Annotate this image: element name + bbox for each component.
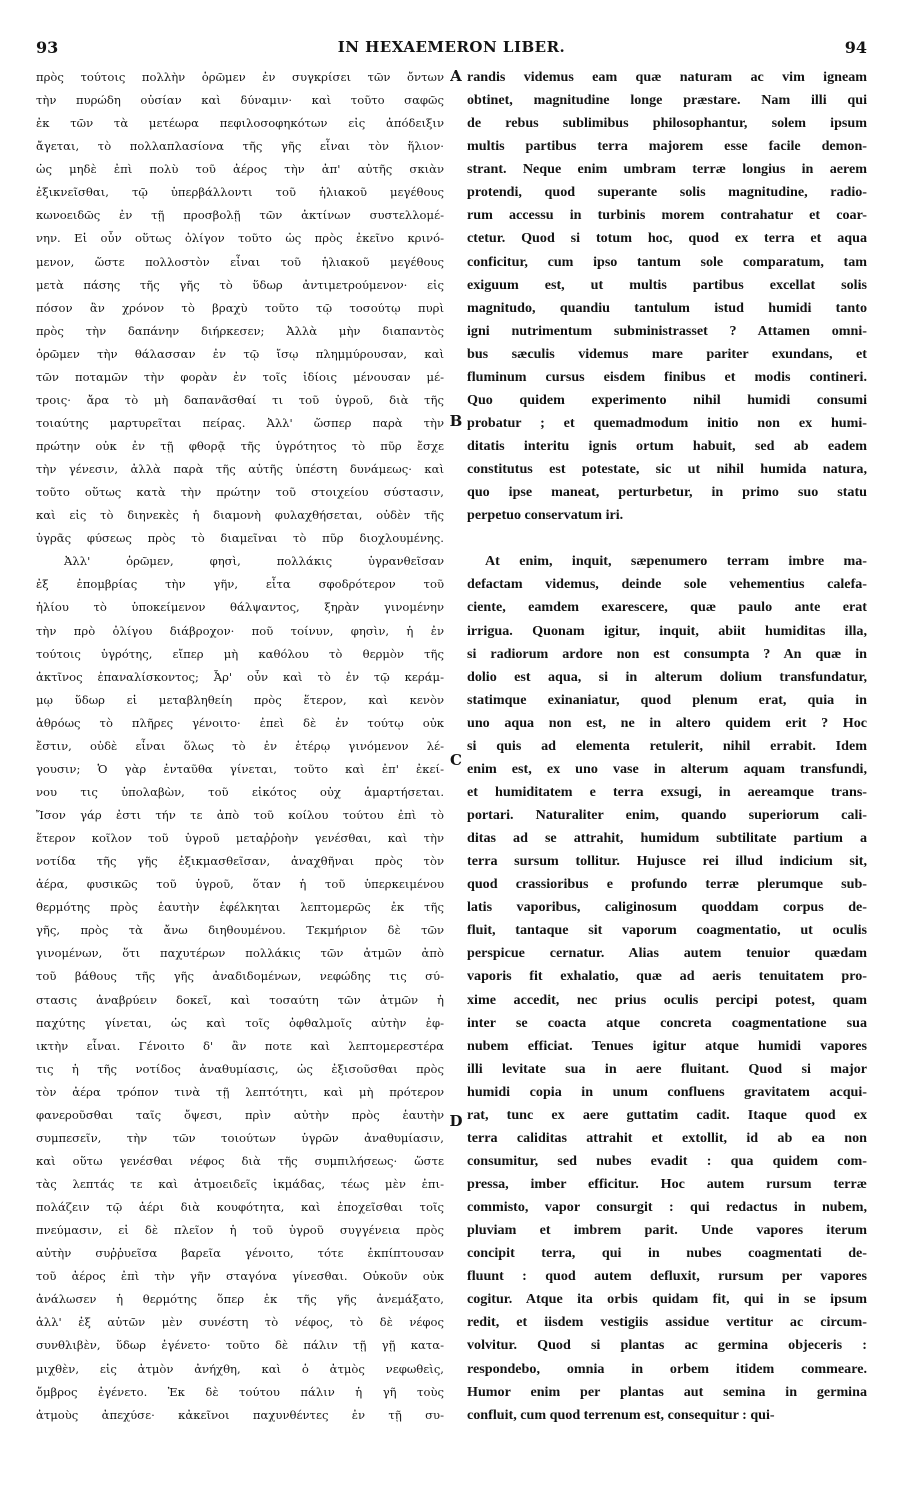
latin-line: et humiditatem e terra exsugi, in aereamque trans-: [467, 783, 867, 800]
greek-line: πολάζειν τῷ ἀέρι διὰ κουφότητα, καὶ ἐποχεῖσθαι τοῖς: [36, 1200, 444, 1215]
right-page-number: 94: [844, 38, 867, 57]
latin-line: quod crassioribus e profundo terræ plerumque sub-: [467, 876, 867, 893]
greek-line: ικτὴν εἶναι. Γένοιτο δ' ἂν ποτε καὶ λεπτομερεστέρα: [36, 1038, 444, 1053]
greek-line: πρώτην οὐκ ἐν τῇ φθορᾷ τῆς ὑγρότητος τὸ πῦρ ἔσχε: [36, 439, 444, 453]
running-header: [36, 38, 867, 62]
greek-line: τοῦ βάθους τῆς γῆς ἀναδιδομένων, νεφώδης τις σύ-: [36, 969, 444, 984]
latin-line: perspicue cernatur. Alias autem tenuior quædam: [467, 945, 867, 962]
greek-line: πρὸς τὴν δαπάνην διήρκεσεν; Ἀλλὰ μὴν διαπαντὸς: [36, 323, 444, 338]
greek-line: θερμότης πρὸς ἑαυτὴν ἐφέλκηται λεπτομερῶς ἐκ τῆς: [36, 900, 444, 915]
latin-line: ciente, eamdem exarescere, quæ paulo ante erat: [467, 599, 867, 616]
latin-line: si quis ad elementa retulerit, nihil errabit. Idem: [467, 737, 867, 754]
greek-line: μετὰ πάσης τῆς γῆς τὸ ὕδωρ ἀντιμετρούμενον· εἰς: [36, 277, 444, 292]
margin-letter-a: A: [450, 67, 462, 85]
greek-line: στασις ἀναβρύειν δοκεῖ, καὶ τοσαύτη τῶν ἀτμῶν ἡ: [36, 992, 444, 1007]
latin-line: enim est, ex uno vase in alterum aquam transfundi,: [467, 760, 867, 777]
left-page-number: 93: [36, 38, 59, 57]
latin-line: cogitur. Atque ita orbis quidam fit, qui in se ipsum: [467, 1291, 867, 1308]
latin-line: si radiorum ardore non est consumpta ? An quæ in: [467, 645, 867, 662]
greek-line: μιχθὲν, εἰς ἀτμὸν ἀνήχθη, καὶ ὁ ἀτμὸς νεφωθεὶς,: [36, 1361, 444, 1376]
greek-line: ἄγεται, τὸ πολλαπλασίονα τῆς γῆς εἶναι τὸν ἥλιον·: [36, 139, 444, 154]
latin-line: fluunt : quod autem defluxit, rursum per vapores: [467, 1268, 867, 1285]
latin-line: uno aqua non est, ne in altero quidem erit ? Hoc: [467, 714, 867, 731]
latin-line: ditas ad se attrahit, humidum subtilitate partium a: [467, 830, 867, 847]
latin-line: bus sæculis videmus mare pariter exundans, et: [467, 345, 867, 362]
running-title: IN HEXAEMERON LIBER.: [337, 38, 566, 56]
greek-line: πρὸς τούτοις πολλὴν ὁρῶμεν ἐν συγκρίσει τῶν ὄντων: [36, 70, 444, 84]
latin-column: [467, 66, 867, 1427]
greek-line: νην. Εἰ οὖν οὕτως ὀλίγον τοῦτο ὡς πρὸς ἐκεῖνο κρινό-: [36, 231, 444, 246]
paragraph-gap: [467, 527, 867, 550]
greek-line: τὴν πυρώδη οὐσίαν καὶ δύναμιν· καὶ τοῦτο σαφῶς: [36, 93, 444, 108]
latin-line: respondebo, omnia in orbem itidem commeare.: [467, 1360, 867, 1377]
greek-line: τῶν ποταμῶν τὴν φορὰν ἐν τοῖς ἰδίοις μένουσαν μέ-: [36, 369, 444, 384]
greek-line: τις ἡ τῆς νοτίδος ἀναθυμίασις, ὡς ἐξισοῦσθαι πρὸς: [36, 1061, 444, 1076]
greek-column: [36, 66, 444, 1427]
greek-line: ἀέρα, φυσικῶς τοῦ ὑγροῦ, ὅταν ἡ τοῦ ὑπερκειμένου: [36, 877, 444, 892]
latin-line: constitutus est potestate, sic ut nihil humida natura,: [467, 461, 867, 478]
greek-line: ἀτμοὺς ἀπεχύσε· κἀκεῖνοι παχυνθέντες ἐν τῇ συ-: [36, 1407, 444, 1422]
latin-line: ditatis interitu ignis ortum habuit, sed ab eadem: [467, 438, 867, 454]
greek-line: ἐξ ἐπομβρίας τὴν γῆν, εἶτα σφοδρότερον τοῦ: [36, 577, 444, 592]
latin-line: ctetur. Quod si totum hoc, quod ex terra et aqua: [467, 230, 867, 247]
greek-line: καὶ εἰς τὸ διηνεκὲς ἡ διαμονὴ φυλαχθήσεται, οὐδὲν τῆς: [36, 508, 444, 523]
latin-line: rum accessu in turbinis morem contrahatur et coar-: [467, 207, 867, 224]
latin-line: consumitur, sed nubes evadit : qua quidem com-: [467, 1152, 867, 1169]
greek-line: ἔστιν, οὐδὲ εἶναι ὅλως τὸ ἐν ἑτέρῳ γινόμενον λέ-: [36, 738, 444, 753]
latin-line: fluit, tantaque sit vaporum coagmentatio, ut oculis: [467, 922, 867, 939]
greek-line: Ἴσον γάρ ἐστι τήν τε ἀπὸ τοῦ κοίλου τούτου ἐπὶ τὸ: [36, 808, 444, 822]
greek-line: νου τις ὑπολαβὼν, τοῦ εἰκότος οὐχ ἁμαρτήσεται.: [36, 784, 444, 799]
greek-line: γουσιν; Ὁ γὰρ ἐνταῦθα γίνεται, τοῦτο καὶ ἐπ' ἐκεί-: [36, 761, 444, 776]
greek-line: συμπεσεῖν, τὴν τῶν τοιούτων ὑγρῶν ἀναθυμίασιν,: [36, 1130, 444, 1145]
latin-line: de rebus sublimibus philosophantur, solem ipsum: [467, 115, 867, 132]
latin-line: humidi copia in unum confluens gravitatem acqui-: [467, 1083, 867, 1100]
latin-line: fluminum cursus eisdem finibus et modis contineri.: [467, 368, 867, 385]
latin-line: volvitur. Quod si plantas ac germina objeceris :: [467, 1337, 867, 1354]
greek-line: ἀκτῖνος ἐπαναλίσκοντος; Ἆρ' οὖν καὶ τὸ ἐν τῷ κεράμ-: [36, 669, 444, 684]
greek-line: γῆς, πρὸς τὰ ἄνω διηθουμένου. Τεκμήριον δὲ τῶν: [36, 923, 444, 938]
latin-line: portari. Naturaliter enim, quando superiorum cali-: [467, 807, 867, 823]
greek-line: πόσον ἂν χρόνον τὸ βραχὺ τοῦτο τῷ τοσούτῳ πυρὶ: [36, 300, 444, 315]
greek-line: τούτοις ὑγρότης, εἴπερ μὴ καθόλου τὸ θερμὸν τῆς: [36, 646, 444, 661]
greek-line: πνεύμασιν, εἰ δὲ πλεῖον ἡ τοῦ ὑγροῦ συγγένεια πρὸς: [36, 1223, 444, 1238]
latin-line: rat, tunc ex aere guttatim cadit. Itaque quod ex: [467, 1106, 867, 1123]
greek-line: τοῦ ἀέρος ἐπὶ τὴν γῆν σταγόνα γίνεσθαι. Οὐκοῦν οὐκ: [36, 1269, 444, 1284]
latin-line: Humor enim per plantas aut semina in germina: [467, 1383, 867, 1400]
greek-line: τροις· ἄρα τὸ μὴ δαπανᾶσθαί τι τοῦ ὑγροῦ, διὰ τῆς: [36, 392, 444, 407]
latin-line: magnitudo, quandiu tantulum istud humidi tanto: [467, 299, 867, 316]
latin-line: confluit, cum quod terrenum est, consequitur : qui-: [467, 1406, 775, 1423]
greek-line: αὐτὴν συῤῥυεῖσα βαρεῖα γένοιτο, τότε ἐκπίπτουσαν: [36, 1246, 444, 1261]
latin-line: dolio est aqua, si in alterum dolium transfundatur,: [467, 668, 867, 685]
latin-line: latis vaporibus, caliginosum quoddam corpus de-: [467, 899, 867, 916]
latin-line: perpetuo conservatum iri.: [467, 507, 624, 524]
latin-line: inter se coacta atque concreta coagmentatione sua: [467, 1014, 867, 1031]
greek-line: μῳ ὕδωρ εἰ μεταβληθείη πρὸς ἕτερον, καὶ κενὸν: [36, 692, 444, 707]
latin-line: quo ipse maneat, perturbetur, in primo suo statu: [467, 484, 867, 501]
latin-line: statimque exinaniatur, quod plenum erat, quia in: [467, 691, 867, 708]
greek-line: ἐξικνεῖσθαι, τῷ ὑπερβάλλοντι τοῦ ἡλιακοῦ μεγέθους: [36, 185, 444, 200]
latin-line: terra sursum tollitur. Hujusce rei illud indicium sit,: [467, 853, 867, 870]
greek-line: ἀθρόως τὸ πλῆρες γένοιτο· ἐπεὶ δὲ ἐν τούτῳ οὐκ: [36, 715, 444, 730]
latin-line: randis videmus eam quæ naturam ac vim igneam: [467, 69, 867, 85]
greek-line: φανεροῦσθαι ταῖς ὄψεσι, πρὶν αὐτὴν πρὸς ἑαυτὴν: [36, 1107, 444, 1122]
latin-line: defactam videmus, deinde sole vehementius calefa-: [467, 576, 867, 593]
latin-line: conficitur, cum ipso tantum sole comparatum, tam: [467, 253, 867, 270]
latin-line: vaporis fit exhalatio, quæ ad aeris tenuitatem pro-: [467, 968, 867, 985]
greek-line: ὡς μηδὲ ἐπὶ πολὺ τοῦ ἀέρος τὴν ἀπ' αὐτῆς σκιὰν: [36, 162, 444, 177]
latin-line: obtinet, magnitudine longe præstare. Nam illi qui: [467, 92, 867, 109]
latin-line: protendi, quod superante solis magnitudine, radio-: [467, 184, 867, 201]
latin-line: nubem efficiat. Tenues igitur atque humidi vapores: [467, 1037, 867, 1054]
greek-line: νοτίδα τῆς γῆς ἐξικμασθεῖσαν, ἀναχθῆναι πρὸς τὸν: [36, 854, 444, 869]
greek-line: τὸν ἀέρα τρόπον τινὰ τῇ λεπτότητι, καὶ μὴ πρότερον: [36, 1084, 444, 1099]
greek-line: ὁρῶμεν τὴν θάλασσαν ἐν τῷ ἴσῳ πλημμύρουσαν, καὶ: [36, 346, 444, 361]
latin-line: Quo quidem experimento nihil humidi consumi: [467, 391, 867, 408]
greek-line: τοῦτο οὕτως κατὰ τὴν πρώτην τοῦ στοιχείου σύστασιν,: [36, 485, 444, 500]
latin-line: concipit terra, qui in nubes coagmentati de-: [467, 1245, 867, 1262]
greek-line: μενον, ὥστε πολλοστὸν εἶναι τοῦ ἡλιακοῦ μεγέθους: [36, 254, 444, 269]
latin-line: multis partibus terra majorem esse facile demon-: [467, 138, 867, 155]
latin-line: strant. Neque enim umbram terræ longius in aerem: [467, 161, 867, 178]
greek-line: τὴν πρὸ ὀλίγου διάβροχον· ποῦ τοίνυν, φησὶν, ἡ ἐν: [36, 623, 444, 638]
greek-line: τὰς λεπτάς τε καὶ ἀτμοειδεῖς ἰκμάδας, τέως μὲν ἐπι-: [36, 1177, 444, 1191]
latin-line: terra caliditas attrahit et extollit, id ab ea non: [467, 1129, 867, 1146]
greek-line: ὑγρᾶς φύσεως πρὸς τὸ διαμεῖναι τὸ πῦρ διοχλουμένης.: [36, 531, 444, 546]
latin-line: xime accedit, nec prius oculis percipi potest, quam: [467, 991, 867, 1008]
latin-line: illi levitate sua in aere fluitant. Quod si major: [467, 1060, 867, 1077]
greek-line: παχύτης γίνεται, ὡς καὶ τοῖς ὀφθαλμοῖς αὐτὴν ἐφ-: [36, 1015, 444, 1030]
greek-line: κωνοειδῶς ἐν τῇ προσβολῇ τῶν ἀκτίνων συστελλομέ-: [36, 208, 444, 223]
greek-line: καὶ οὕτω γενέσθαι νέφος διὰ τῆς συμπιλήσεως· ὥστε: [36, 1153, 444, 1168]
margin-letter-c: C: [450, 751, 462, 769]
latin-line: pressa, imber efficitur. Hoc autem rursum terræ: [467, 1176, 867, 1192]
greek-line: γινομένων, ὅτι παχυτέρων πολλάκις τῶν ἀτμῶν ἀπὸ: [36, 946, 444, 961]
greek-line: ἐκ τῶν τὰ μετέωρα πεφιλοσοφηκότων εἰς ἀπόδειξιν: [36, 116, 444, 131]
greek-line: συνθλιβὲν, ὕδωρ ἐγένετο· τοῦτο δὲ πάλιν τῇ γῇ κατα-: [36, 1338, 444, 1353]
latin-line: At enim, inquit, sæpenumero terram imbre ma-: [485, 553, 867, 570]
latin-line: redit, et iisdem vestigiis assidue vertitur ac circum-: [467, 1314, 867, 1331]
margin-letter-d: D: [449, 1112, 463, 1130]
latin-line: exiguum est, ut multis partibus excellat solis: [467, 276, 867, 293]
greek-line: ἕτερον κοῖλον τοῦ ὑγροῦ μεταῤῥοὴν γενέσθαι, καὶ τὴν: [36, 831, 444, 846]
latin-line: igni nutrimentum subministrasset ? Attamen omni-: [467, 322, 867, 339]
greek-line: τοιαύτης μαρτυρεῖται πείρας. Ἀλλ' ὥσπερ παρὰ τὴν: [36, 415, 444, 430]
greek-line: ἀλλ' ἐξ αὐτῶν μὲν συνέστη τὸ νέφος, τὸ δὲ νέφος: [36, 1315, 444, 1330]
latin-line: probatur ; et quemadmodum initio non ex humi-: [467, 414, 867, 431]
margin-letter-b: B: [449, 412, 463, 430]
greek-line: Ἀλλ' ὁρῶμεν, φησὶ, πολλάκις ὑγρανθεῖσαν: [64, 554, 444, 569]
latin-line: commisto, vapor consurgit : qui redactus in nubem,: [467, 1199, 867, 1216]
greek-line: ἀνάλωσεν ἡ θερμότης ὅπερ ἐκ τῆς γῆς ἀνεμάξατο,: [36, 1292, 444, 1307]
greek-line: ὄμβρος ἐγένετο. Ἐκ δὲ τούτου πάλιν ἡ γῆ τοὺς: [36, 1384, 444, 1399]
latin-line: irrigua. Quonam igitur, inquit, abiit humiditas illa,: [467, 622, 867, 639]
greek-line: ἡλίου τὸ ὑποκείμενον θάλψαντος, ξηρὰν γινομένην: [36, 600, 444, 615]
greek-line: τὴν γένεσιν, ἀλλὰ παρὰ τῆς αὐτῆς ὑπέστη δυνάμεως· καὶ: [36, 462, 444, 477]
latin-line: pluviam et imbrem parit. Unde vapores iterum: [467, 1222, 867, 1239]
